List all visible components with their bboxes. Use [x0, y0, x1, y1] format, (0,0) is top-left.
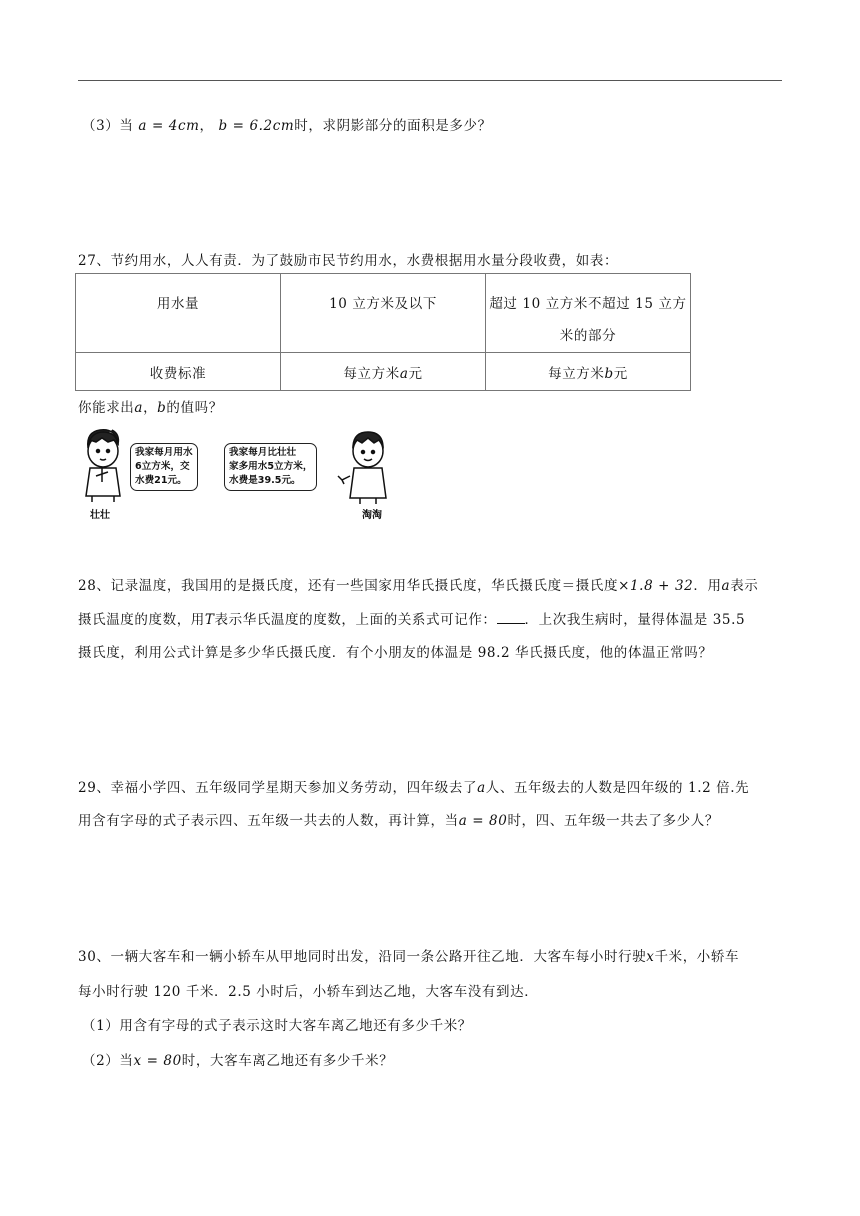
- boy-right-figure: [338, 432, 386, 504]
- bubble2-line1: 我家每月比壮壮: [229, 447, 297, 458]
- bubble2-line3: 水费是39.5元。: [229, 475, 301, 486]
- q26-part3-prefix: （3）当: [82, 118, 134, 134]
- bubble2-line2: 家多用水5立方米，: [229, 461, 313, 472]
- q26-separator: ，: [199, 118, 214, 134]
- header-tier2-line1: 超过 10 立方米不超过 15 立方: [489, 296, 687, 312]
- q26-a-expression: a = 4cm: [138, 118, 200, 134]
- rate-tier2: 每立方米b元: [486, 353, 691, 391]
- row-label-fee-standard: 收费标准: [76, 353, 281, 391]
- bubble1-line2: 6立方米，交: [135, 461, 190, 472]
- q26-part3: [82, 114, 492, 134]
- q30-line2: 每小时行驶 120 千米．2.5 小时后，小轿车到达乙地，大客车没有到达．: [78, 984, 539, 1000]
- q28-line1: 28、记录温度，我国用的是摄氏度，还有一些国家用华氏摄氏度，华氏摄氏度＝摄氏度×1.8 + 32．用a表示: [78, 578, 759, 594]
- fee-table-header-row: [76, 274, 691, 353]
- speech-bubble-zhuangzhuang: [130, 443, 198, 491]
- header-tier1: 10 立方米及以下: [281, 274, 486, 353]
- name-taotao: 淘淘: [362, 510, 382, 521]
- header-rule: [78, 80, 782, 81]
- q27-ask: 你能求出a，b的值吗？: [78, 400, 223, 416]
- q26-part3-suffix: 时，求阴影部分的面积是多少？: [294, 118, 492, 134]
- header-water-usage: 用水量: [76, 274, 281, 353]
- speech-bubble-taotao: [224, 443, 317, 491]
- bubble1-line1: 我家每月用水: [135, 447, 193, 458]
- q30-part1: （1）用含有字母的式子表示这时大客车离乙地还有多少千米？: [82, 1018, 472, 1034]
- header-tier2: [486, 274, 691, 353]
- fee-table-rate-row: [76, 353, 691, 391]
- q28-line2: 摄氏温度的度数，用T表示华氏温度的度数，上面的关系式可记作： ．上次我生病时，量得体温是 35.5: [78, 612, 746, 628]
- q27-text: 27、节约用水，人人有责．为了鼓励市民节约用水，水费根据用水量分段收费，如表：: [78, 253, 619, 269]
- q28-line3: 摄氏度，利用公式计算是多少华氏摄氏度．有个小朋友的体温是 98.2 华氏摄氏度，他的体温正常吗？: [78, 645, 713, 661]
- q29-line2: 用含有字母的式子表示四、五年级一共去的人数，再计算，当a = 80时，四、五年级一共去了多少人？: [78, 813, 719, 829]
- q29-line1: 29、幸福小学四、五年级同学星期天参加义务劳动，四年级去了a人、五年级去的人数是四年级的 1.2 倍.先: [78, 780, 750, 796]
- name-zhuangzhuang: 壮壮: [90, 510, 110, 521]
- q30-part2: （2）当x = 80时，大客车离乙地还有多少千米？: [82, 1053, 394, 1069]
- q26-b-expression: b = 6.2cm: [218, 118, 295, 134]
- header-tier2-line2: 米的部分: [559, 328, 617, 344]
- q30-line1: 30、一辆大客车和一辆小轿车从甲地同时出发，沿同一条公路开往乙地．大客车每小时行驶x千米，小轿车: [78, 949, 740, 965]
- boy-left-figure: [86, 430, 120, 502]
- answer-blank[interactable]: [497, 613, 525, 624]
- fee-table: [75, 273, 691, 391]
- rate-tier1: 每立方米a元: [281, 353, 486, 391]
- bubble1-line3: 水费21元。: [135, 475, 187, 486]
